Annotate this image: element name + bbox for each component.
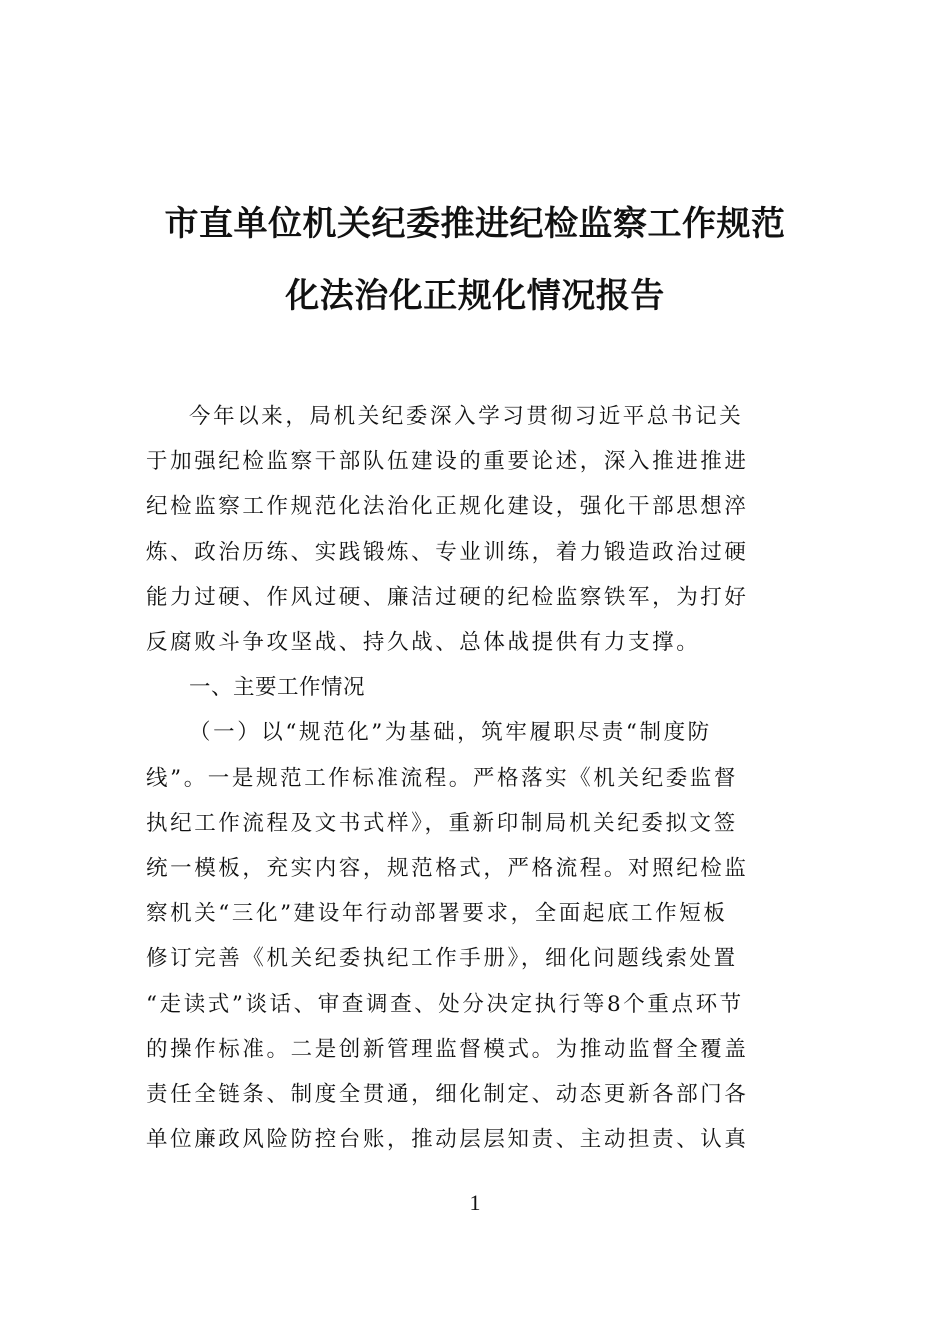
section-line-4: 统一模板，充实内容，规范格式，严格流程。对照纪检监: [146, 856, 749, 882]
intro-line-5: 能力过硬、作风过硬、廉洁过硬的纪检监察铁军，为打好: [146, 584, 749, 610]
document-body: [146, 394, 806, 1162]
section-line-5: 察机关“三化”建设年行动部署要求，全面起底工作短板: [146, 901, 728, 927]
intro-paragraph: [146, 394, 806, 665]
section-line-1: （一）以“规范化”为基础，筑牢履职尽责“制度防: [189, 720, 712, 746]
intro-line-4: 炼、政治历练、实践锻炼、专业训练，着力锻造政治过硬: [146, 539, 749, 565]
section-line-3: 执纪工作流程及文书式样》，重新印制局机关纪委拟文签: [146, 810, 738, 836]
section-line-8: 的操作标准。二是创新管理监督模式。为推动监督全覆盖: [146, 1036, 749, 1062]
section-line-6: 修订完善《机关纪委执纪工作手册》，细化问题线索处置: [146, 946, 738, 972]
section-line-10: 单位廉政风险防控台账，推动层层知责、主动担责、认真: [146, 1127, 749, 1153]
title-line-2: 化法治化正规化情况报告: [285, 276, 665, 316]
intro-line-2: 于加强纪检监察干部队伍建设的重要论述，深入推进推进: [146, 449, 749, 475]
intro-line-1: 今年以来，局机关纪委深入学习贯彻习近平总书记关: [189, 404, 744, 429]
section-line-2: 线”。一是规范工作标准流程。严格落实《机关纪委监督: [146, 765, 738, 791]
page-number: 1: [469, 1190, 481, 1215]
intro-line-3: 纪检监察工作规范化法治化正规化建设，强化干部思想淬: [146, 494, 749, 520]
section-line-9: 责任全链条、制度全贯通，细化制定、动态更新各部门各: [146, 1082, 749, 1108]
section-line-7: “走读式”谈话、审查调查、处分决定执行等8个重点环节: [146, 991, 744, 1017]
section-paragraph: [146, 710, 806, 1162]
title-line-1: 市直单位机关纪委推进纪检监察工作规范: [164, 204, 786, 244]
section-heading: 一、主要工作情况: [189, 675, 366, 701]
intro-line-6: 反腐败斗争攻坚战、持久战、总体战提供有力支撑。: [146, 630, 701, 656]
document-title: [145, 188, 805, 332]
